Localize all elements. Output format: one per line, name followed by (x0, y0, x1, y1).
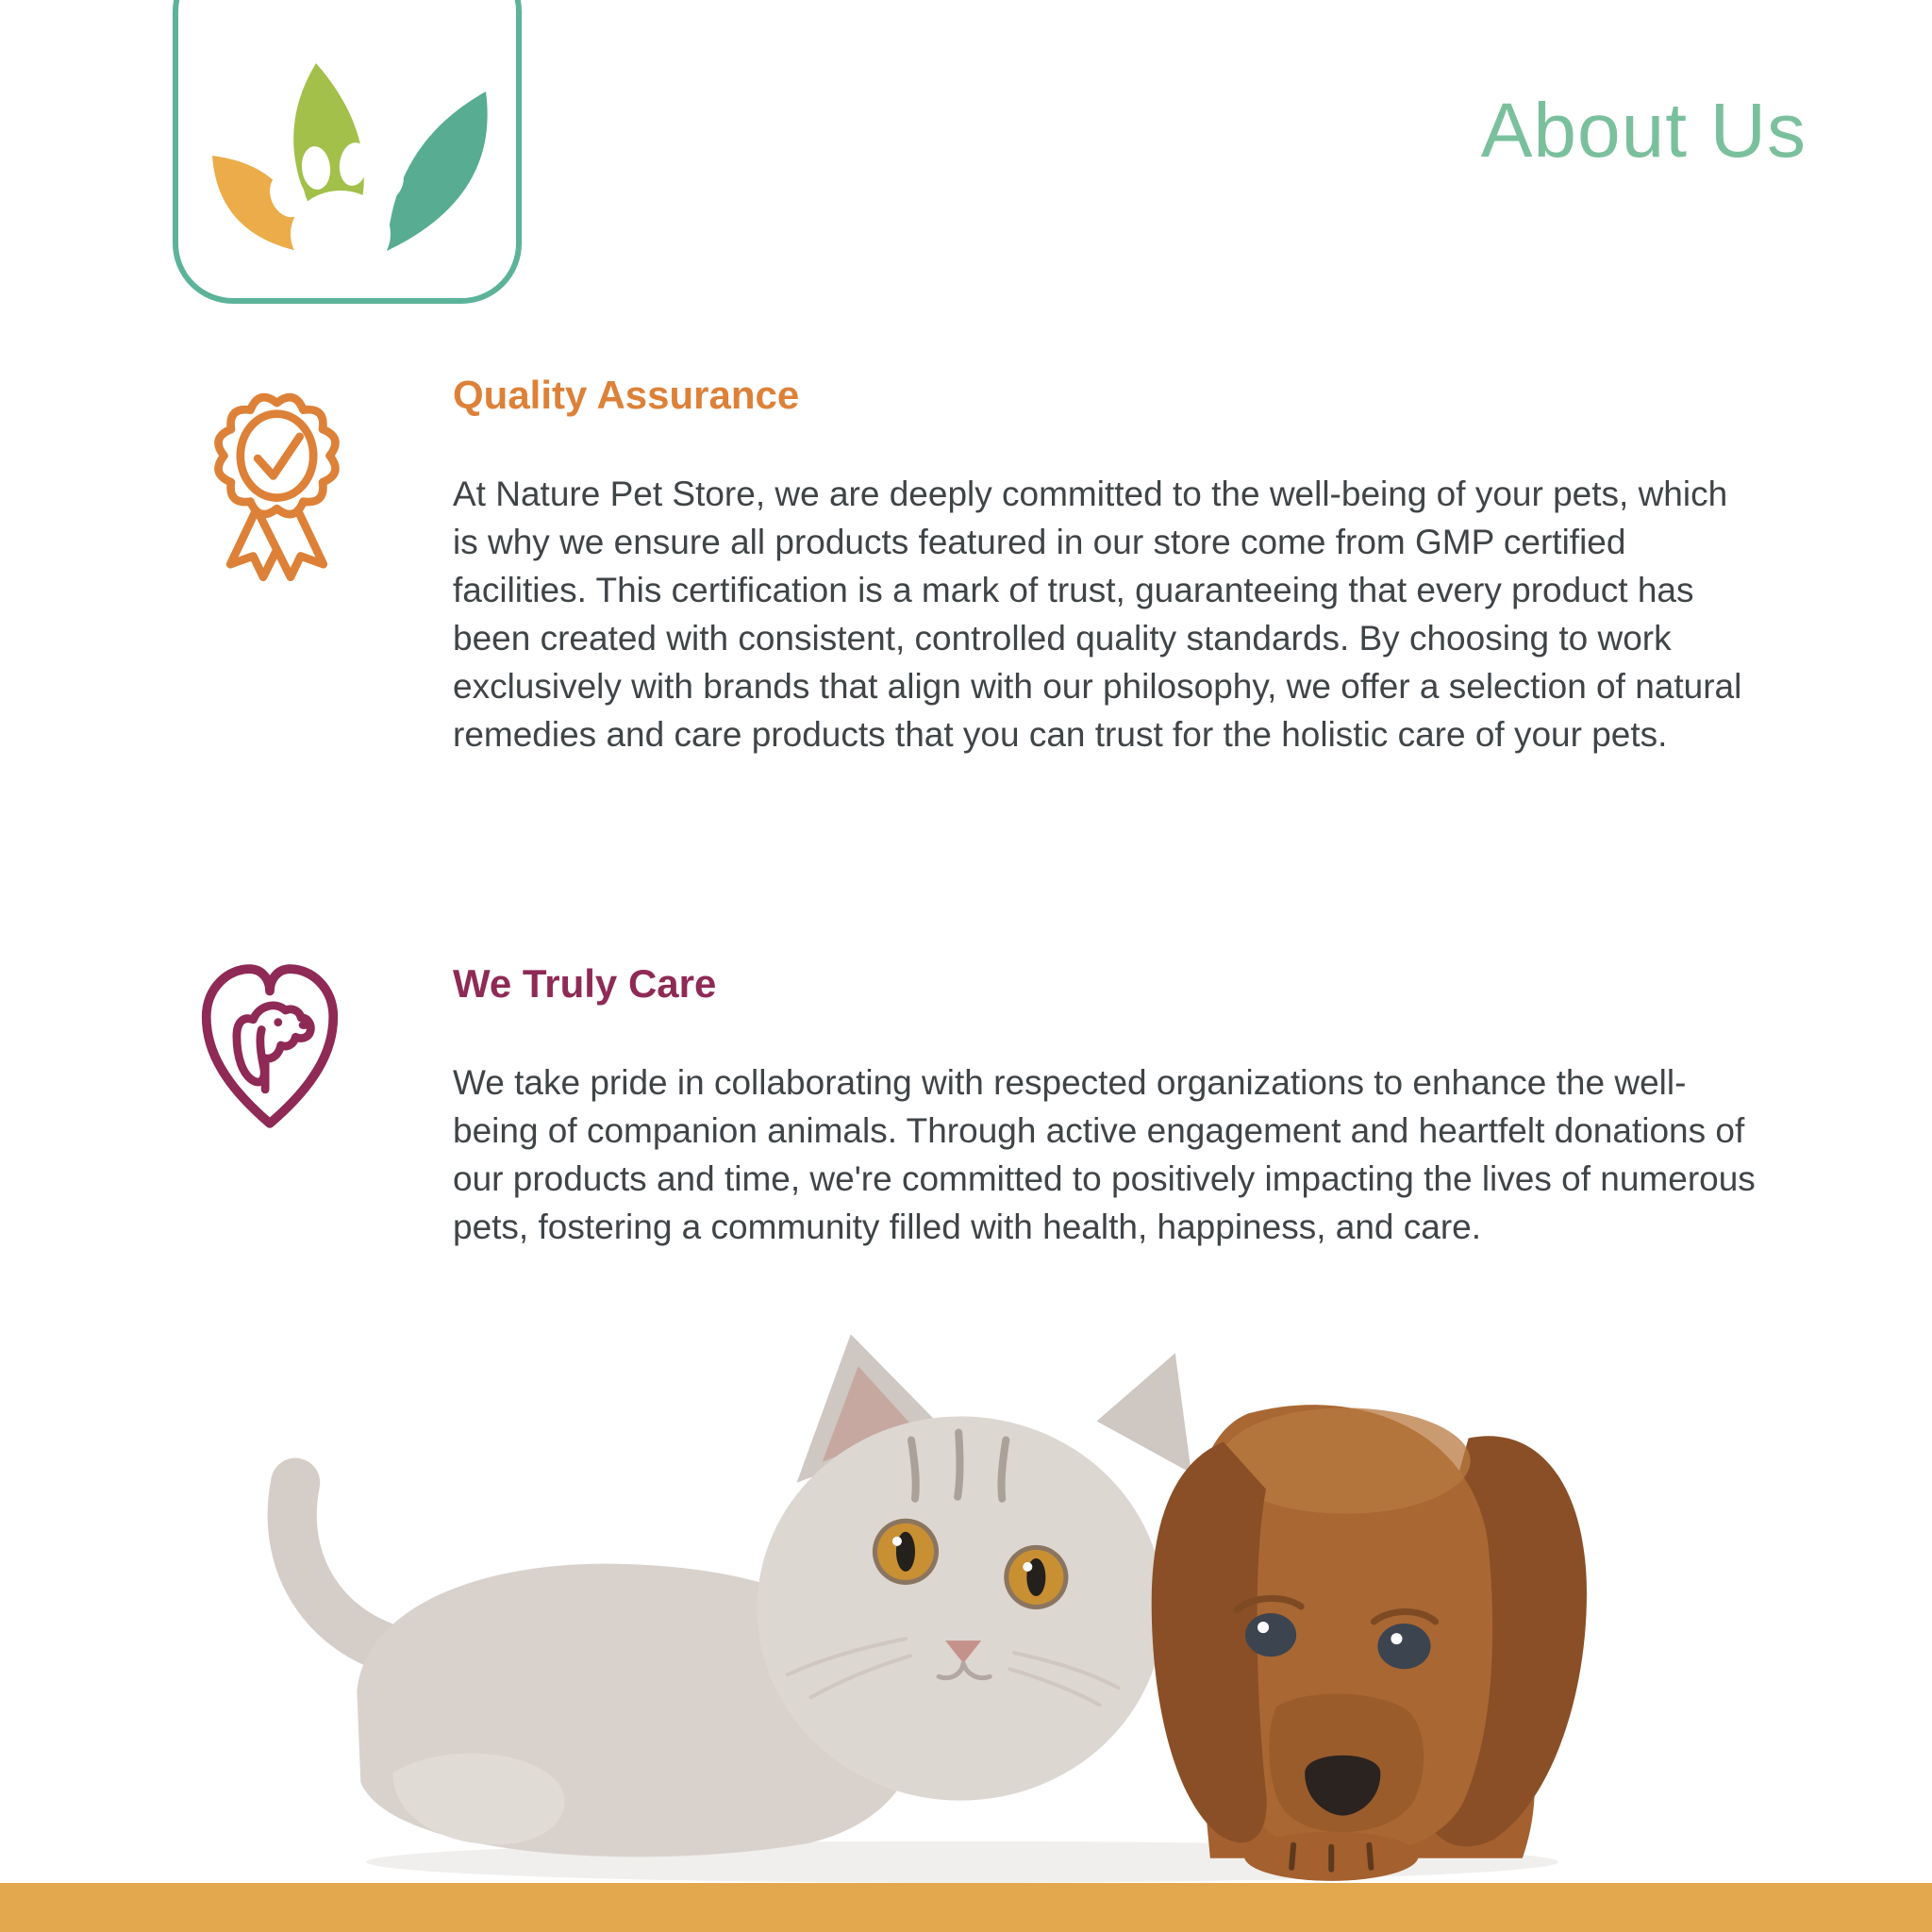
section-quality-assurance (453, 372, 1759, 758)
we-truly-care-body: We take pride in collaborating with respected organizations to enhance the well-being of companion animals. Through active engagement and heartfelt donations of our products and time, we're committed to positively impacting the lives of numerous pets, fostering a community filled with health, happiness, and care. (453, 1063, 1756, 1247)
dog-ear-line (237, 1019, 264, 1082)
dog-eye-dot (274, 1018, 282, 1026)
page-title: About Us (1480, 88, 1807, 174)
heart-outline (207, 969, 334, 1124)
award-ribbon-icon (208, 366, 345, 608)
quality-assurance-body: At Nature Pet Store, we are deeply committed to the well-being of your pets, which is why we ensure all products featured in our store come from GMP certified facilities. This certification is a mark of trust, guaranteeing that every product has been created with consistent, controlled quality standards. By choosing to work exclusively with brands that align with our philosophy, we offer a selection of natural remedies and care products that you can trust for the holistic care of your pets. (453, 475, 1742, 755)
quality-assurance-heading: Quality Assurance (453, 373, 800, 417)
cat-and-puppy-photo (243, 1326, 1587, 1885)
footer-accent-bar (0, 1883, 1932, 1932)
brown-puppy-illustration (1152, 1405, 1587, 1881)
brand-logo-leaves-paw-icon (173, 49, 522, 296)
heart-dog-icon (196, 955, 343, 1140)
section-we-truly-care (453, 960, 1759, 1251)
dog-nose-dot (299, 1021, 309, 1029)
gray-kitten-illustration (292, 1334, 1191, 1857)
we-truly-care-heading: We Truly Care (453, 961, 717, 1006)
